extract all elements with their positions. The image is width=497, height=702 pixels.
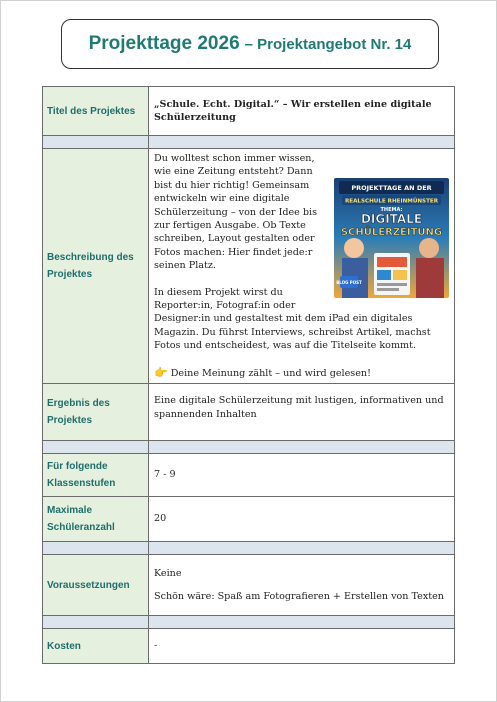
separator — [43, 542, 455, 555]
row-klassen — [43, 454, 455, 497]
separator — [43, 616, 455, 629]
row-beschreibung — [43, 149, 455, 384]
value-kosten: - — [149, 629, 455, 664]
label-kosten: Kosten — [43, 629, 149, 664]
poster-headline2: SCHÜLERZEITUNG — [340, 227, 443, 238]
page-subtitle: – Projektangebot Nr. 14 — [244, 35, 412, 53]
value-voraussetzungen — [149, 555, 455, 616]
separator — [43, 441, 455, 454]
project-poster-image — [334, 178, 449, 298]
project-table — [42, 86, 455, 664]
poster-headline1: DIGITALE — [360, 212, 423, 226]
voraussetzung-2: Schön wäre: Spaß am Fotografieren + Erstellen von Texten — [154, 591, 444, 603]
label-beschreibung: Beschreibung des Projektes — [43, 149, 149, 384]
value-anzahl: 20 — [149, 497, 455, 542]
page-title-box — [61, 19, 439, 69]
label-ergebnis: Ergebnis des Projektes — [43, 384, 149, 441]
page-title: Projekttage 2026 — [88, 33, 240, 54]
row-ergebnis — [43, 384, 455, 441]
voraussetzung-1: Keine — [154, 567, 182, 579]
description-paragraph-3: Deine Meinung zählt – und wird gelesen! — [170, 367, 371, 379]
row-voraussetzungen — [43, 555, 455, 616]
poster-illustration — [334, 178, 449, 298]
label-klassen: Für folgende Klassenstufen — [43, 454, 149, 497]
value-ergebnis: Eine digitale Schülerzeitung mit lustigen, informativen und spannenden Inhalten — [149, 384, 455, 441]
row-kosten — [43, 629, 455, 664]
poster-banner-line1: PROJEKTTAGE AN DER — [351, 184, 432, 192]
row-titel — [43, 87, 455, 136]
pointing-hand-icon: 👉 — [154, 365, 168, 379]
separator — [43, 136, 455, 149]
label-voraussetzungen: Voraussetzungen — [43, 555, 149, 616]
poster-banner-line2: REALSCHULE RHEINMÜNSTER — [344, 198, 439, 205]
description-paragraph-1: Du wolltest schon immer wissen, wie eine Zeitung entsteht? Dann bist du hier richtig! Gemeinsam entwickeln wir eine digitale Schülerzeitung – von der Idee bis zur fertigen Ausgabe. Ob Texte schreiben, Layout gestalten oder Fotos machen: Hier findet jede:r seinen Platz. — [154, 153, 318, 272]
description-paragraph-2: In diesem Projekt wirst du Reporter:in, Fotograf:in oder Designer:in und gestaltest mit dem iPad ein digitales Magazin. Du führst Interviews, schreibst Artikel, machst Fotos und entscheidest, was auf die Titelseite kommt. — [154, 286, 431, 352]
value-beschreibung — [149, 149, 455, 384]
badge-text: BLOG POST — [336, 280, 362, 285]
value-titel: „Schule. Echt. Digital.“ – Wir erstellen eine digitale Schülerzeitung — [149, 87, 455, 136]
label-titel: Titel des Projektes — [43, 87, 149, 136]
row-anzahl — [43, 497, 455, 542]
label-anzahl: Maximale Schüleranzahl — [43, 497, 149, 542]
poster-theme-label: THEMA: — [380, 207, 403, 213]
value-klassen: 7 - 9 — [149, 454, 455, 497]
